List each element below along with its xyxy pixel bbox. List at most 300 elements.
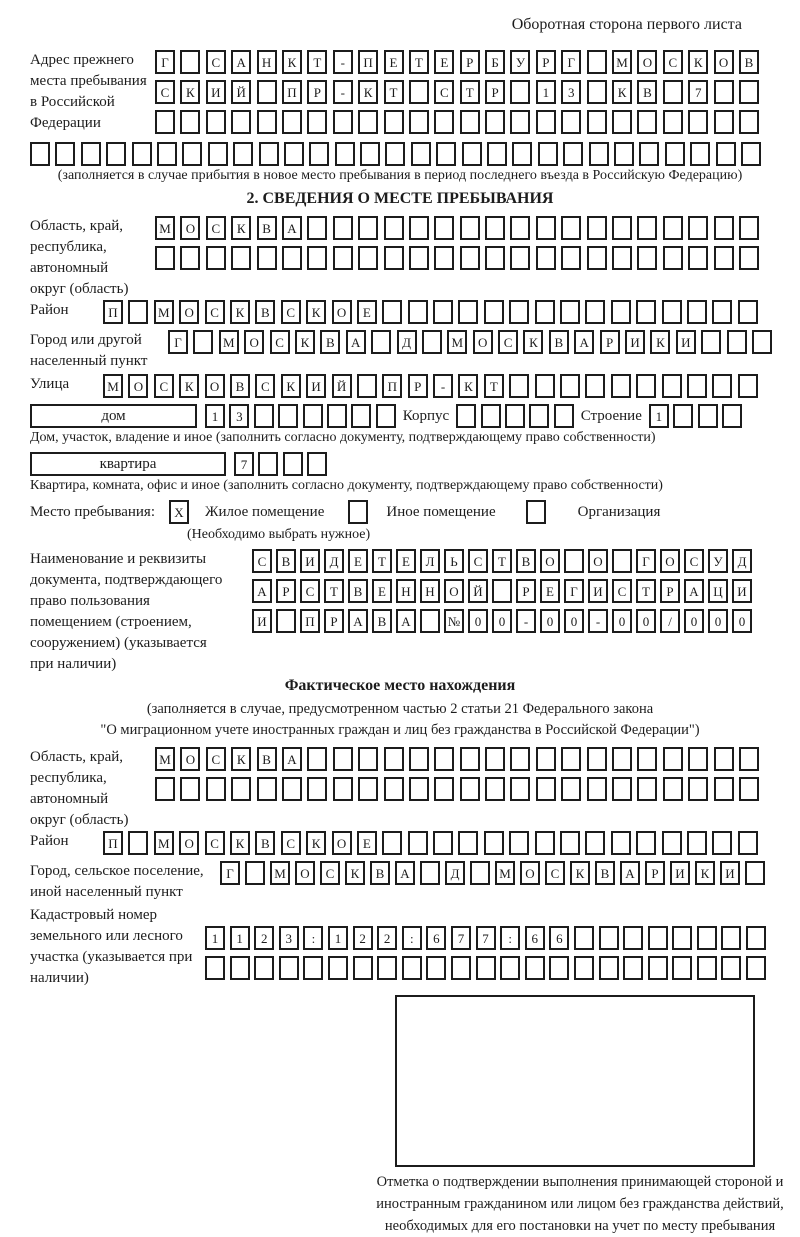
char-cell[interactable]: О xyxy=(295,861,315,885)
char-cell[interactable] xyxy=(333,246,353,270)
char-cell[interactable] xyxy=(662,831,682,855)
char-cell[interactable]: Л xyxy=(420,549,440,573)
char-cell[interactable] xyxy=(484,831,504,855)
char-cell[interactable] xyxy=(663,110,683,134)
char-cell[interactable] xyxy=(536,216,556,240)
char-cell[interactable]: 1 xyxy=(205,404,225,428)
char-cell[interactable]: А xyxy=(346,330,366,354)
char-cell[interactable] xyxy=(663,747,683,771)
char-cell[interactable] xyxy=(481,404,501,428)
char-cell[interactable]: Б xyxy=(485,50,505,74)
char-cell[interactable]: Е xyxy=(540,579,560,603)
char-cell[interactable] xyxy=(303,404,323,428)
char-cell[interactable]: С xyxy=(320,861,340,885)
char-cell[interactable] xyxy=(746,926,766,950)
char-cell[interactable] xyxy=(377,956,397,980)
char-cell[interactable] xyxy=(636,831,656,855)
char-cell[interactable] xyxy=(333,777,353,801)
char-cell[interactable] xyxy=(637,246,657,270)
char-cell[interactable] xyxy=(648,926,668,950)
char-cell[interactable]: К xyxy=(231,216,251,240)
char-cell[interactable] xyxy=(535,831,555,855)
char-cell[interactable]: У xyxy=(708,549,728,573)
char-cell[interactable] xyxy=(526,500,546,524)
char-cell[interactable]: С xyxy=(205,300,225,324)
char-cell[interactable]: С xyxy=(270,330,290,354)
char-cell[interactable] xyxy=(587,246,607,270)
char-cell[interactable] xyxy=(358,747,378,771)
char-cell[interactable]: Р xyxy=(460,50,480,74)
char-cell[interactable]: К xyxy=(612,80,632,104)
char-cell[interactable]: Т xyxy=(636,579,656,603)
char-cell[interactable] xyxy=(458,831,478,855)
char-cell[interactable]: - xyxy=(333,80,353,104)
char-cell[interactable] xyxy=(257,777,277,801)
char-cell[interactable]: С xyxy=(684,549,704,573)
char-cell[interactable]: О xyxy=(473,330,493,354)
char-cell[interactable] xyxy=(257,80,277,104)
char-cell[interactable] xyxy=(738,300,758,324)
char-cell[interactable]: О xyxy=(179,831,199,855)
char-cell[interactable]: С xyxy=(206,216,226,240)
char-cell[interactable]: О xyxy=(179,300,199,324)
char-cell[interactable]: И xyxy=(300,549,320,573)
char-cell[interactable] xyxy=(587,777,607,801)
char-cell[interactable] xyxy=(611,300,631,324)
char-cell[interactable] xyxy=(536,777,556,801)
char-cell[interactable]: С xyxy=(252,549,272,573)
region-row-2[interactable] xyxy=(155,246,759,270)
char-cell[interactable] xyxy=(662,300,682,324)
char-cell[interactable] xyxy=(549,956,569,980)
char-cell[interactable]: И xyxy=(306,374,326,398)
char-cell[interactable] xyxy=(420,609,440,633)
char-cell[interactable] xyxy=(307,246,327,270)
char-cell[interactable] xyxy=(180,246,200,270)
char-cell[interactable] xyxy=(254,404,274,428)
char-cell[interactable] xyxy=(564,549,584,573)
stay-type-checkbox-residential[interactable] xyxy=(161,500,197,524)
char-cell[interactable] xyxy=(714,80,734,104)
char-cell[interactable] xyxy=(384,216,404,240)
char-cell[interactable]: М xyxy=(270,861,290,885)
char-cell[interactable] xyxy=(180,777,200,801)
char-cell[interactable]: А xyxy=(282,216,302,240)
char-cell[interactable] xyxy=(485,110,505,134)
char-cell[interactable]: О xyxy=(128,374,148,398)
char-cell[interactable]: А xyxy=(282,747,302,771)
char-cell[interactable] xyxy=(282,777,302,801)
char-cell[interactable] xyxy=(358,216,378,240)
char-cell[interactable] xyxy=(585,300,605,324)
char-cell[interactable]: О xyxy=(520,861,540,885)
char-cell[interactable] xyxy=(612,110,632,134)
char-cell[interactable] xyxy=(560,374,580,398)
char-cell[interactable]: Р xyxy=(324,609,344,633)
char-cell[interactable]: Р xyxy=(600,330,620,354)
char-cell[interactable]: И xyxy=(252,609,272,633)
prev-address-row-2[interactable] xyxy=(155,80,759,104)
char-cell[interactable]: П xyxy=(103,300,123,324)
char-cell[interactable] xyxy=(525,956,545,980)
char-cell[interactable] xyxy=(357,374,377,398)
char-cell[interactable] xyxy=(307,216,327,240)
char-cell[interactable] xyxy=(128,831,148,855)
char-cell[interactable] xyxy=(106,142,126,166)
char-cell[interactable] xyxy=(231,246,251,270)
char-cell[interactable] xyxy=(434,747,454,771)
region-row-1[interactable] xyxy=(155,216,759,240)
char-cell[interactable]: Д xyxy=(445,861,465,885)
char-cell[interactable]: И xyxy=(732,579,752,603)
char-cell[interactable]: В xyxy=(257,216,277,240)
char-cell[interactable] xyxy=(510,80,530,104)
char-cell[interactable] xyxy=(599,926,619,950)
char-cell[interactable] xyxy=(739,110,759,134)
char-cell[interactable] xyxy=(648,956,668,980)
char-cell[interactable] xyxy=(712,831,732,855)
char-cell[interactable]: В xyxy=(255,300,275,324)
char-cell[interactable]: П xyxy=(382,374,402,398)
char-cell[interactable] xyxy=(382,300,402,324)
char-cell[interactable]: Т xyxy=(324,579,344,603)
char-cell[interactable]: П xyxy=(103,831,123,855)
char-cell[interactable] xyxy=(662,374,682,398)
char-cell[interactable]: К xyxy=(688,50,708,74)
char-cell[interactable]: К xyxy=(281,374,301,398)
street-row[interactable] xyxy=(103,374,758,398)
char-cell[interactable] xyxy=(612,549,632,573)
char-cell[interactable] xyxy=(279,956,299,980)
char-cell[interactable]: В xyxy=(739,50,759,74)
char-cell[interactable] xyxy=(257,110,277,134)
char-cell[interactable]: 0 xyxy=(468,609,488,633)
char-cell[interactable] xyxy=(536,747,556,771)
char-cell[interactable]: - xyxy=(516,609,536,633)
char-cell[interactable]: С xyxy=(206,747,226,771)
char-cell[interactable]: 0 xyxy=(540,609,560,633)
char-cell[interactable] xyxy=(587,747,607,771)
char-cell[interactable] xyxy=(510,747,530,771)
char-cell[interactable]: И xyxy=(670,861,690,885)
actual-city-row[interactable] xyxy=(220,861,765,885)
char-cell[interactable]: : xyxy=(303,926,323,950)
char-cell[interactable] xyxy=(307,777,327,801)
char-cell[interactable] xyxy=(485,216,505,240)
char-cell[interactable]: Е xyxy=(357,300,377,324)
char-cell[interactable] xyxy=(283,452,303,476)
char-cell[interactable]: К xyxy=(179,374,199,398)
char-cell[interactable]: Т xyxy=(484,374,504,398)
char-cell[interactable]: С xyxy=(206,50,226,74)
char-cell[interactable] xyxy=(560,300,580,324)
char-cell[interactable]: О xyxy=(205,374,225,398)
char-cell[interactable]: Г xyxy=(155,50,175,74)
char-cell[interactable]: 6 xyxy=(426,926,446,950)
char-cell[interactable] xyxy=(384,110,404,134)
char-cell[interactable] xyxy=(637,777,657,801)
char-cell[interactable] xyxy=(360,142,380,166)
char-cell[interactable] xyxy=(587,110,607,134)
char-cell[interactable] xyxy=(460,747,480,771)
char-cell[interactable]: М xyxy=(612,50,632,74)
char-cell[interactable]: 1 xyxy=(205,926,225,950)
char-cell[interactable]: Т xyxy=(307,50,327,74)
char-cell[interactable] xyxy=(716,142,736,166)
char-cell[interactable] xyxy=(408,831,428,855)
char-cell[interactable] xyxy=(510,777,530,801)
char-cell[interactable]: И xyxy=(625,330,645,354)
char-cell[interactable] xyxy=(623,956,643,980)
char-cell[interactable] xyxy=(500,956,520,980)
char-cell[interactable]: И xyxy=(588,579,608,603)
char-cell[interactable] xyxy=(328,956,348,980)
char-cell[interactable]: В xyxy=(370,861,390,885)
char-cell[interactable]: 0 xyxy=(612,609,632,633)
char-cell[interactable]: К xyxy=(180,80,200,104)
char-cell[interactable] xyxy=(663,777,683,801)
actual-region-row-2[interactable] xyxy=(155,777,759,801)
char-cell[interactable]: В xyxy=(595,861,615,885)
char-cell[interactable]: О xyxy=(332,300,352,324)
char-cell[interactable] xyxy=(697,956,717,980)
char-cell[interactable]: Д xyxy=(324,549,344,573)
char-cell[interactable]: С xyxy=(155,80,175,104)
char-cell[interactable] xyxy=(358,777,378,801)
city-row[interactable] xyxy=(168,330,772,354)
char-cell[interactable] xyxy=(408,300,428,324)
char-cell[interactable]: 3 xyxy=(279,926,299,950)
char-cell[interactable]: 7 xyxy=(234,452,254,476)
char-cell[interactable]: П xyxy=(358,50,378,74)
char-cell[interactable] xyxy=(384,246,404,270)
char-cell[interactable]: № xyxy=(444,609,464,633)
char-cell[interactable] xyxy=(688,777,708,801)
char-cell[interactable]: В xyxy=(516,549,536,573)
char-cell[interactable]: Ц xyxy=(708,579,728,603)
char-cell[interactable] xyxy=(231,110,251,134)
char-cell[interactable] xyxy=(690,142,710,166)
char-cell[interactable] xyxy=(510,246,530,270)
char-cell[interactable] xyxy=(687,300,707,324)
char-cell[interactable] xyxy=(612,747,632,771)
actual-region-row-1[interactable] xyxy=(155,747,759,771)
char-cell[interactable]: - xyxy=(333,50,353,74)
char-cell[interactable]: Р xyxy=(660,579,680,603)
char-cell[interactable]: Н xyxy=(396,579,416,603)
char-cell[interactable]: В xyxy=(230,374,250,398)
char-cell[interactable]: С xyxy=(300,579,320,603)
char-cell[interactable] xyxy=(509,831,529,855)
char-cell[interactable]: Е xyxy=(434,50,454,74)
char-cell[interactable]: 0 xyxy=(492,609,512,633)
char-cell[interactable] xyxy=(561,747,581,771)
char-cell[interactable] xyxy=(384,747,404,771)
char-cell[interactable] xyxy=(155,777,175,801)
char-cell[interactable]: Р xyxy=(307,80,327,104)
char-cell[interactable] xyxy=(663,246,683,270)
char-cell[interactable]: 7 xyxy=(476,926,496,950)
char-cell[interactable] xyxy=(206,777,226,801)
char-cell[interactable] xyxy=(599,956,619,980)
char-cell[interactable] xyxy=(409,777,429,801)
house-number-row[interactable] xyxy=(205,404,396,428)
char-cell[interactable] xyxy=(574,926,594,950)
char-cell[interactable]: С xyxy=(468,549,488,573)
char-cell[interactable]: Р xyxy=(276,579,296,603)
char-cell[interactable] xyxy=(485,777,505,801)
actual-district-row[interactable] xyxy=(103,831,758,855)
char-cell[interactable]: К xyxy=(458,374,478,398)
char-cell[interactable] xyxy=(434,777,454,801)
char-cell[interactable]: С xyxy=(255,374,275,398)
char-cell[interactable] xyxy=(434,216,454,240)
char-cell[interactable]: Е xyxy=(348,549,368,573)
char-cell[interactable]: М xyxy=(155,216,175,240)
char-cell[interactable]: М xyxy=(219,330,239,354)
char-cell[interactable] xyxy=(55,142,75,166)
char-cell[interactable] xyxy=(698,404,718,428)
char-cell[interactable] xyxy=(371,330,391,354)
document-row-1[interactable] xyxy=(252,549,752,573)
char-cell[interactable] xyxy=(536,246,556,270)
char-cell[interactable]: С xyxy=(434,80,454,104)
char-cell[interactable]: Й xyxy=(332,374,352,398)
char-cell[interactable] xyxy=(561,216,581,240)
char-cell[interactable] xyxy=(485,246,505,270)
char-cell[interactable] xyxy=(462,142,482,166)
char-cell[interactable] xyxy=(376,404,396,428)
char-cell[interactable] xyxy=(402,956,422,980)
char-cell[interactable] xyxy=(333,747,353,771)
char-cell[interactable]: Д xyxy=(397,330,417,354)
char-cell[interactable] xyxy=(358,110,378,134)
char-cell[interactable] xyxy=(561,110,581,134)
char-cell[interactable] xyxy=(333,110,353,134)
char-cell[interactable]: М xyxy=(495,861,515,885)
char-cell[interactable] xyxy=(739,747,759,771)
char-cell[interactable]: К xyxy=(695,861,715,885)
char-cell[interactable] xyxy=(333,216,353,240)
char-cell[interactable] xyxy=(746,956,766,980)
char-cell[interactable]: - xyxy=(588,609,608,633)
char-cell[interactable]: К xyxy=(230,300,250,324)
char-cell[interactable]: 0 xyxy=(564,609,584,633)
char-cell[interactable] xyxy=(487,142,507,166)
char-cell[interactable]: Р xyxy=(645,861,665,885)
char-cell[interactable]: С xyxy=(545,861,565,885)
char-cell[interactable] xyxy=(278,404,298,428)
document-row-2[interactable] xyxy=(252,579,752,603)
char-cell[interactable]: В xyxy=(637,80,657,104)
char-cell[interactable]: О xyxy=(540,549,560,573)
char-cell[interactable]: А xyxy=(684,579,704,603)
char-cell[interactable] xyxy=(451,956,471,980)
char-cell[interactable] xyxy=(245,861,265,885)
char-cell[interactable]: С xyxy=(281,831,301,855)
char-cell[interactable] xyxy=(460,777,480,801)
char-cell[interactable]: Р xyxy=(536,50,556,74)
char-cell[interactable]: А xyxy=(395,861,415,885)
char-cell[interactable]: С xyxy=(612,579,632,603)
char-cell[interactable] xyxy=(476,956,496,980)
char-cell[interactable]: О xyxy=(714,50,734,74)
char-cell[interactable] xyxy=(433,300,453,324)
char-cell[interactable] xyxy=(745,861,765,885)
char-cell[interactable] xyxy=(722,404,742,428)
char-cell[interactable]: 1 xyxy=(649,404,669,428)
char-cell[interactable] xyxy=(529,404,549,428)
stroenie-row[interactable] xyxy=(649,404,742,428)
char-cell[interactable] xyxy=(193,330,213,354)
char-cell[interactable] xyxy=(485,747,505,771)
char-cell[interactable] xyxy=(637,747,657,771)
char-cell[interactable]: К xyxy=(358,80,378,104)
cadastral-row-2[interactable] xyxy=(205,956,766,980)
char-cell[interactable] xyxy=(510,216,530,240)
char-cell[interactable]: 7 xyxy=(688,80,708,104)
char-cell[interactable]: С xyxy=(281,300,301,324)
char-cell[interactable] xyxy=(721,956,741,980)
prev-address-row-3[interactable] xyxy=(155,110,759,134)
char-cell[interactable]: Т xyxy=(372,549,392,573)
char-cell[interactable]: О xyxy=(637,50,657,74)
char-cell[interactable]: О xyxy=(588,549,608,573)
char-cell[interactable]: 3 xyxy=(561,80,581,104)
char-cell[interactable] xyxy=(233,142,253,166)
prev-address-row-1[interactable] xyxy=(155,50,759,74)
char-cell[interactable] xyxy=(688,216,708,240)
char-cell[interactable] xyxy=(665,142,685,166)
char-cell[interactable]: В xyxy=(257,747,277,771)
char-cell[interactable]: В xyxy=(549,330,569,354)
char-cell[interactable]: 1 xyxy=(536,80,556,104)
char-cell[interactable] xyxy=(687,374,707,398)
char-cell[interactable] xyxy=(585,831,605,855)
char-cell[interactable]: М xyxy=(103,374,123,398)
char-cell[interactable] xyxy=(420,861,440,885)
char-cell[interactable]: Ь xyxy=(444,549,464,573)
char-cell[interactable]: X xyxy=(169,500,189,524)
char-cell[interactable] xyxy=(509,374,529,398)
char-cell[interactable] xyxy=(727,330,747,354)
char-cell[interactable]: Е xyxy=(357,831,377,855)
char-cell[interactable]: К xyxy=(345,861,365,885)
char-cell[interactable] xyxy=(535,300,555,324)
char-cell[interactable]: 6 xyxy=(525,926,545,950)
char-cell[interactable]: / xyxy=(660,609,680,633)
char-cell[interactable]: И xyxy=(676,330,696,354)
char-cell[interactable] xyxy=(639,142,659,166)
char-cell[interactable]: Т xyxy=(460,80,480,104)
char-cell[interactable]: 0 xyxy=(636,609,656,633)
char-cell[interactable] xyxy=(623,926,643,950)
char-cell[interactable] xyxy=(714,110,734,134)
char-cell[interactable]: С xyxy=(663,50,683,74)
char-cell[interactable]: П xyxy=(282,80,302,104)
char-cell[interactable] xyxy=(409,246,429,270)
char-cell[interactable]: А xyxy=(574,330,594,354)
char-cell[interactable] xyxy=(611,831,631,855)
char-cell[interactable] xyxy=(230,956,250,980)
char-cell[interactable]: О xyxy=(444,579,464,603)
char-cell[interactable] xyxy=(739,777,759,801)
char-cell[interactable] xyxy=(637,110,657,134)
char-cell[interactable]: Н xyxy=(257,50,277,74)
char-cell[interactable] xyxy=(484,300,504,324)
char-cell[interactable] xyxy=(739,246,759,270)
char-cell[interactable]: М xyxy=(154,300,174,324)
